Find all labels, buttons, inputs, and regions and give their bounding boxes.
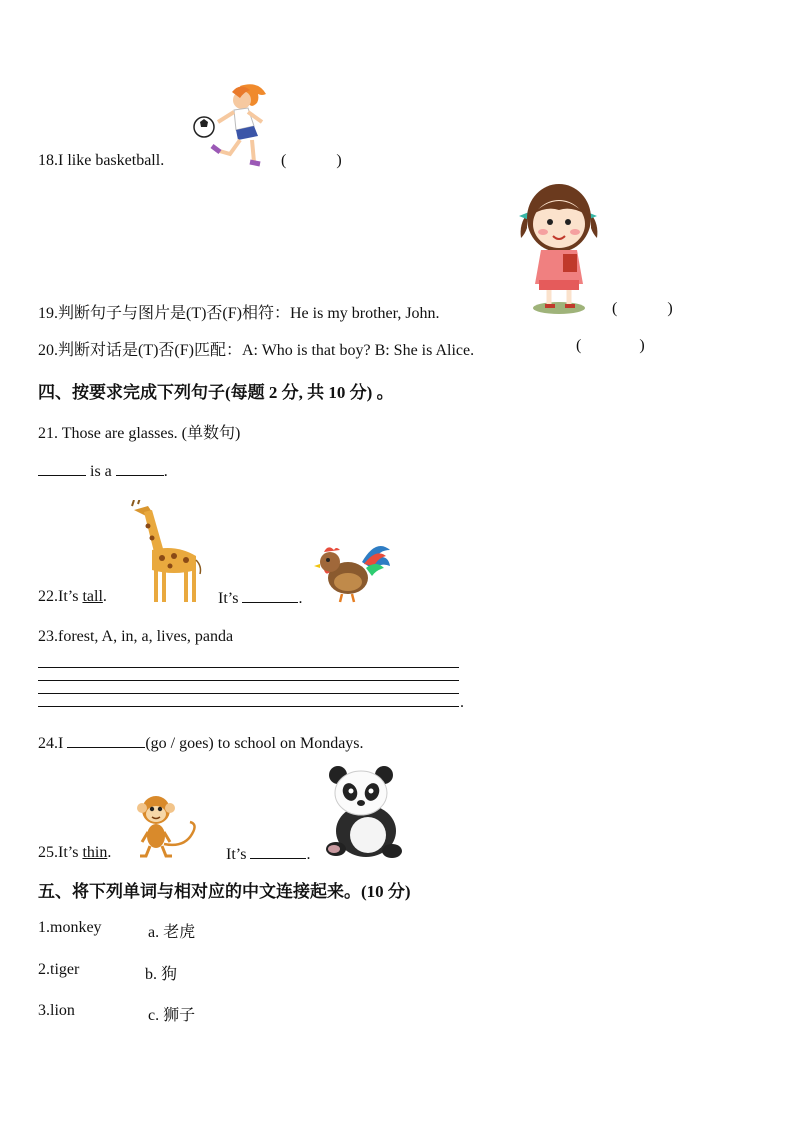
answer-line-21: is a . <box>38 461 168 481</box>
question-text: 判断句子与图片是(T)否(F)相符：He is my brother, John. <box>58 305 440 322</box>
match-right-c[interactable]: c. 狮子 <box>148 1007 196 1024</box>
monkey-image <box>128 792 208 858</box>
question-24: 24.I (go / goes) to school on Mondays. <box>38 735 364 752</box>
blank-field[interactable] <box>250 844 306 859</box>
question-text: I like basketball. <box>58 152 165 169</box>
question-number: 18. <box>38 152 58 169</box>
question-number: 20. <box>38 342 58 359</box>
question-25: 25.It’s thin. <box>38 844 112 861</box>
question-19 <box>38 300 440 323</box>
question-number: 22. <box>38 588 58 605</box>
blank-field[interactable] <box>116 461 164 476</box>
question-number: 23. <box>38 628 58 645</box>
rooster-image <box>312 540 392 604</box>
blank-field[interactable] <box>67 733 145 748</box>
writing-line[interactable] <box>38 667 459 668</box>
girl-soccer-image <box>190 82 272 170</box>
question-22: 22.It’s tall. <box>38 588 107 605</box>
match-left-1[interactable]: 1.monkey <box>38 919 102 936</box>
writing-line[interactable] <box>38 680 459 681</box>
match-right-b[interactable]: b. 狗 <box>145 966 178 983</box>
question-number: 25. <box>38 844 58 861</box>
question-18 <box>38 152 164 170</box>
section-4-title: 四、按要求完成下列句子(每题 2 分, 共 10 分) 。 <box>38 383 394 402</box>
question-20 <box>38 337 474 360</box>
answer-paren-20[interactable]: ( ) <box>576 337 645 354</box>
writing-line[interactable] <box>38 693 459 694</box>
question-text: 判断对话是(T)否(F)匹配：A: Who is that boy? B: She is Alice. <box>58 342 475 359</box>
writing-line[interactable] <box>38 706 459 707</box>
underlined-word: tall <box>82 588 103 605</box>
underlined-word: thin <box>82 844 108 861</box>
giraffe-image <box>126 500 206 604</box>
answer-line-25: It’s . <box>226 846 311 863</box>
question-text: forest, A, in, a, lives, panda <box>58 628 234 645</box>
match-right-a[interactable]: a. 老虎 <box>148 924 196 941</box>
panda-image <box>322 765 404 859</box>
line-end-period: . <box>460 694 464 711</box>
girl-with-book-image <box>513 180 603 316</box>
blank-field[interactable] <box>242 588 298 603</box>
question-number: 19. <box>38 305 58 322</box>
blank-field[interactable] <box>38 461 86 476</box>
answer-line-22: It’s . <box>218 590 303 607</box>
question-21 <box>38 420 240 443</box>
question-number: 24. <box>38 735 58 752</box>
question-text: Those are glasses. (单数句) <box>58 425 241 442</box>
section-5-title: 五、将下列单词与相对应的中文连接起来。(10 分) <box>38 882 411 901</box>
match-left-3[interactable]: 3.lion <box>38 1002 75 1019</box>
match-left-2[interactable]: 2.tiger <box>38 961 80 978</box>
answer-paren-18[interactable]: ( ) <box>281 152 342 169</box>
answer-paren-19[interactable]: ( ) <box>612 300 673 317</box>
question-number: 21. <box>38 425 58 442</box>
question-23 <box>38 628 233 646</box>
